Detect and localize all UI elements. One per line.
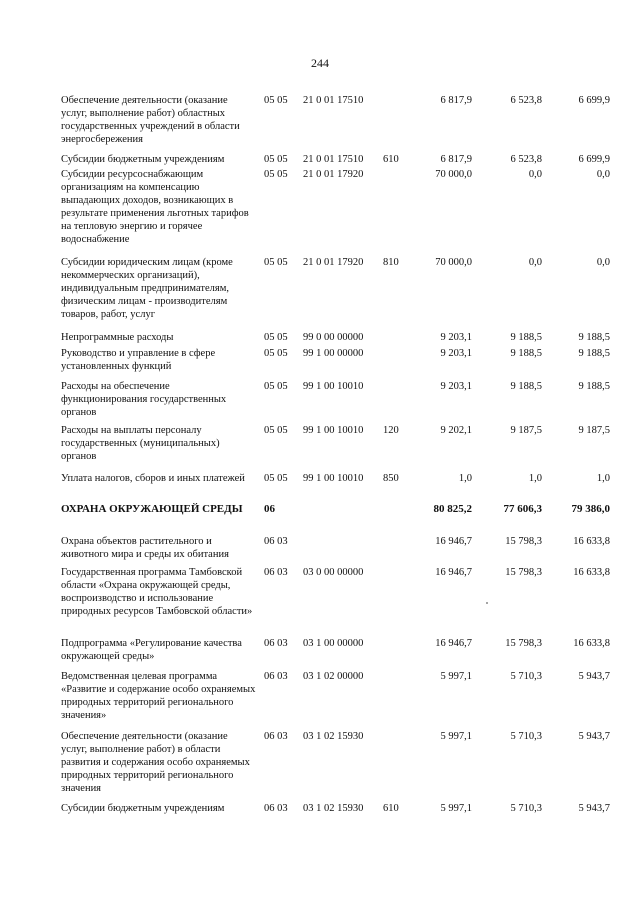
row-value-year-3: 16 633,8: [573, 536, 610, 547]
row-section-code: 05 05: [264, 381, 288, 392]
row-name: Охрана объектов растительного и животного мира и среды их обитания: [61, 536, 229, 560]
row-value-year-3: 16 633,8: [573, 567, 610, 578]
row-section-code: 06: [264, 503, 275, 515]
page-number: 244: [311, 56, 329, 70]
row-section-code: 06 03: [264, 731, 288, 742]
row-value-year-1: 6 817,9: [440, 154, 472, 165]
row-section-code: 05 05: [264, 348, 288, 359]
row-expense-type: 610: [383, 803, 399, 814]
row-value-year-3: 9 188,5: [578, 381, 610, 392]
row-value-year-2: 5 710,3: [510, 731, 542, 742]
row-value-year-3: 5 943,7: [578, 803, 610, 814]
row-value-year-1: 9 202,1: [440, 425, 472, 436]
row-value-year-2: 5 710,3: [510, 803, 542, 814]
row-value-year-1: 16 946,7: [435, 567, 472, 578]
row-value-year-3: 1,0: [596, 473, 610, 484]
row-value-year-2: 6 523,8: [510, 154, 542, 165]
row-target-code: 99 0 00 00000: [303, 332, 364, 343]
row-name: Субсидии бюджетным учреждениям: [61, 154, 225, 165]
row-section-code: 06 03: [264, 536, 288, 547]
row-value-year-3: 16 633,8: [573, 638, 610, 649]
row-name: Уплата налогов, сборов и иных платежей: [61, 473, 245, 484]
row-value-year-3: 0,0: [596, 257, 610, 268]
row-target-code: 99 1 00 10010: [303, 425, 364, 436]
row-value-year-1: 9 203,1: [440, 332, 472, 343]
row-expense-type: 120: [383, 425, 399, 436]
row-value-year-3: 9 188,5: [578, 348, 610, 359]
row-target-code: 99 1 00 00000: [303, 348, 364, 359]
row-value-year-1: 80 825,2: [433, 503, 472, 515]
row-section-code: 06 03: [264, 803, 288, 814]
row-value-year-2: 5 710,3: [510, 671, 542, 682]
row-value-year-3: 6 699,9: [578, 154, 610, 165]
row-value-year-3: 9 187,5: [578, 425, 610, 436]
row-value-year-2: 77 606,3: [503, 503, 542, 515]
row-value-year-1: 16 946,7: [435, 536, 472, 547]
row-target-code: 21 0 01 17920: [303, 257, 364, 268]
row-name: Обеспечение деятельности (оказание услуг, выполнение работ) областных государственных учреждений в области энергосбережения: [61, 95, 240, 145]
row-section-code: 06 03: [264, 671, 288, 682]
row-target-code: 99 1 00 10010: [303, 381, 364, 392]
row-value-year-2: 0,0: [528, 257, 542, 268]
row-section-code: 05 05: [264, 425, 288, 436]
row-name: Обеспечение деятельности (оказание услуг, выполнение работ) в области развития и содержания особо охраняемых природных территорий регионального значения: [61, 731, 250, 794]
row-value-year-1: 6 817,9: [440, 95, 472, 106]
row-name: Непрограммные расходы: [61, 332, 174, 343]
row-value-year-3: 6 699,9: [578, 95, 610, 106]
row-section-code: 06 03: [264, 567, 288, 578]
row-value-year-1: 5 997,1: [440, 803, 472, 814]
row-value-year-2: 6 523,8: [510, 95, 542, 106]
row-expense-type: 810: [383, 257, 399, 268]
row-target-code: 21 0 01 17920: [303, 169, 364, 180]
row-name: Руководство и управление в сфере установленных функций: [61, 348, 216, 372]
row-value-year-1: 5 997,1: [440, 671, 472, 682]
row-section-code: 06 03: [264, 638, 288, 649]
row-target-code: 03 1 02 00000: [303, 671, 364, 682]
row-target-code: 99 1 00 10010: [303, 473, 364, 484]
row-expense-type: 610: [383, 154, 399, 165]
row-section-code: 05 05: [264, 257, 288, 268]
row-value-year-2: 15 798,3: [505, 567, 542, 578]
row-section-code: 05 05: [264, 169, 288, 180]
row-name: Субсидии юридическим лицам (кроме некоммерческих организаций), индивидуальным предпринимателям, физическим лицам - производителям товаров, работ, услуг: [61, 257, 233, 320]
row-name: Расходы на выплаты персоналу государственных (муниципальных) органов: [61, 425, 220, 462]
row-value-year-2: 1,0: [528, 473, 542, 484]
row-target-code: 03 1 00 00000: [303, 638, 364, 649]
row-value-year-1: 1,0: [458, 473, 472, 484]
row-section-code: 05 05: [264, 95, 288, 106]
row-name: Государственная программа Тамбовской области «Охрана окружающей среды, воспроизводство и использование природных ресурсов Тамбовской области»: [61, 567, 253, 617]
row-value-year-1: 70 000,0: [435, 169, 472, 180]
row-section-code: 05 05: [264, 154, 288, 165]
row-value-year-1: 5 997,1: [440, 731, 472, 742]
row-target-code: 03 0 00 00000: [303, 567, 364, 578]
row-name: Подпрограмма «Регулирование качества окружающей среды»: [61, 638, 242, 662]
row-value-year-3: 5 943,7: [578, 731, 610, 742]
row-value-year-3: 79 386,0: [571, 503, 610, 515]
row-section-code: 05 05: [264, 332, 288, 343]
scan-speck: [486, 602, 488, 604]
row-value-year-1: 9 203,1: [440, 348, 472, 359]
row-target-code: 21 0 01 17510: [303, 154, 364, 165]
row-name: ОХРАНА ОКРУЖАЮЩЕЙ СРЕДЫ: [61, 503, 243, 515]
row-value-year-1: 9 203,1: [440, 381, 472, 392]
row-value-year-2: 9 187,5: [510, 425, 542, 436]
row-section-code: 05 05: [264, 473, 288, 484]
row-value-year-2: 9 188,5: [510, 381, 542, 392]
row-value-year-3: 5 943,7: [578, 671, 610, 682]
row-value-year-2: 15 798,3: [505, 536, 542, 547]
row-value-year-3: 0,0: [596, 169, 610, 180]
row-value-year-3: 9 188,5: [578, 332, 610, 343]
row-value-year-2: 9 188,5: [510, 348, 542, 359]
row-name: Расходы на обеспечение функционирования государственных органов: [61, 381, 227, 418]
row-target-code: 03 1 02 15930: [303, 803, 364, 814]
row-name: Ведомственная целевая программа «Развитие и содержание особо охраняемых природных территорий регионального значения»: [61, 671, 256, 721]
row-expense-type: 850: [383, 473, 399, 484]
row-target-code: 21 0 01 17510: [303, 95, 364, 106]
row-value-year-2: 15 798,3: [505, 638, 542, 649]
row-value-year-2: 9 188,5: [510, 332, 542, 343]
row-name: Субсидии ресурсоснабжающим организациям на компенсацию выпадающих доходов, возникающих в результате применения льготных тарифов на тепловую энергию и горячее водоснабжение: [61, 169, 249, 245]
row-value-year-2: 0,0: [528, 169, 542, 180]
row-name: Субсидии бюджетным учреждениям: [61, 803, 225, 814]
row-value-year-1: 16 946,7: [435, 638, 472, 649]
row-value-year-1: 70 000,0: [435, 257, 472, 268]
row-target-code: 03 1 02 15930: [303, 731, 364, 742]
